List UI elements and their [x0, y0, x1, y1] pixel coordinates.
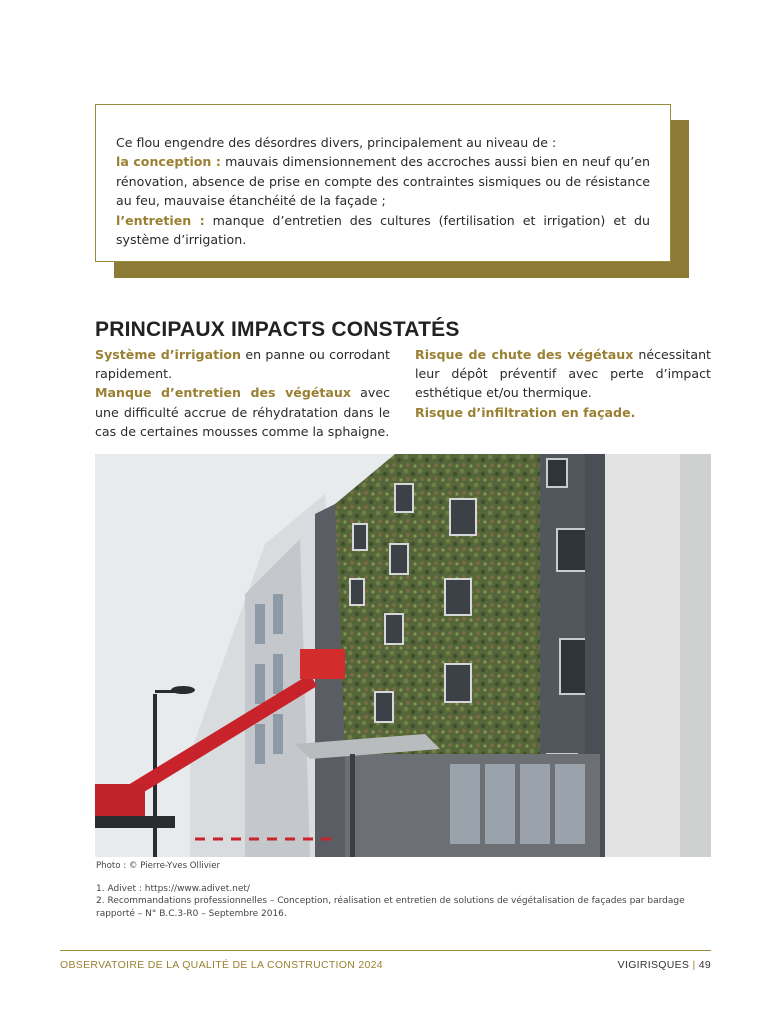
- footer-page-info: [618, 959, 711, 971]
- page-number: 49: [698, 959, 711, 971]
- impacts-column-right: [415, 345, 711, 422]
- footnote: 2. Recommandations professionnelles – Conception, réalisation et entretien de solutions de végétalisation de façades par bardage rapporté – N° B.C.3-R0 – Septembre 2016.: [96, 896, 685, 919]
- footnote: 1. Adivet : https://www.adivet.net/: [96, 884, 250, 894]
- callout-item-entretien: [116, 211, 650, 250]
- impact-item: [95, 345, 390, 383]
- callout-item-text: manque d’entretien des cultures (fertilisation et irrigation) et du système d’irrigation.: [116, 212, 650, 248]
- callout-intro: Ce flou engendre des désordres divers, principalement au niveau de :: [116, 135, 557, 150]
- impact-text: avec une difficulté accrue de réhydratation dans le cas de certaines mousses comme la sphaigne.: [95, 385, 390, 439]
- footer-brand: VIGIRISQUES: [617, 959, 690, 971]
- impact-label: Risque d’infiltration en façade.: [415, 404, 636, 420]
- impact-label: Système d’irrigation: [95, 347, 242, 362]
- callout-item-text: mauvais dimensionnement des accroches aussi bien en neuf qu’en rénovation, absence de prise en compte des contraintes sismiques ou de résistance au feu, mauvaise étanchéité de la façade ;: [116, 154, 650, 209]
- callout-item-label: la conception :: [116, 154, 221, 170]
- building-photo: [95, 454, 711, 857]
- callout-item-label: l’entretien :: [116, 212, 205, 228]
- footnotes: [96, 883, 712, 920]
- callout-item-conception: [116, 152, 650, 210]
- footer-rule: [60, 950, 711, 951]
- section-title: PRINCIPAUX IMPACTS CONSTATÉS: [95, 318, 460, 341]
- impact-item: [415, 345, 711, 403]
- impact-item: [415, 403, 711, 422]
- footer-publication-title: OBSERVATOIRE DE LA QUALITÉ DE LA CONSTRUCTION 2024: [60, 959, 383, 971]
- footer-separator: |: [692, 959, 696, 971]
- impact-text: nécessitant leur dépôt préventif avec perte d’impact esthétique et/ou thermique.: [415, 347, 711, 401]
- impact-label: Manque d’entretien des végétaux: [95, 385, 351, 401]
- impact-label: Risque de chute des végétaux: [415, 347, 634, 362]
- callout-box: [95, 104, 671, 262]
- impacts-column-left: [95, 345, 390, 441]
- impact-item: [95, 383, 390, 441]
- impact-text: en panne ou corrodant rapidement.: [95, 347, 390, 382]
- photo-caption: Photo : © Pierre-Yves Ollivier: [96, 861, 221, 871]
